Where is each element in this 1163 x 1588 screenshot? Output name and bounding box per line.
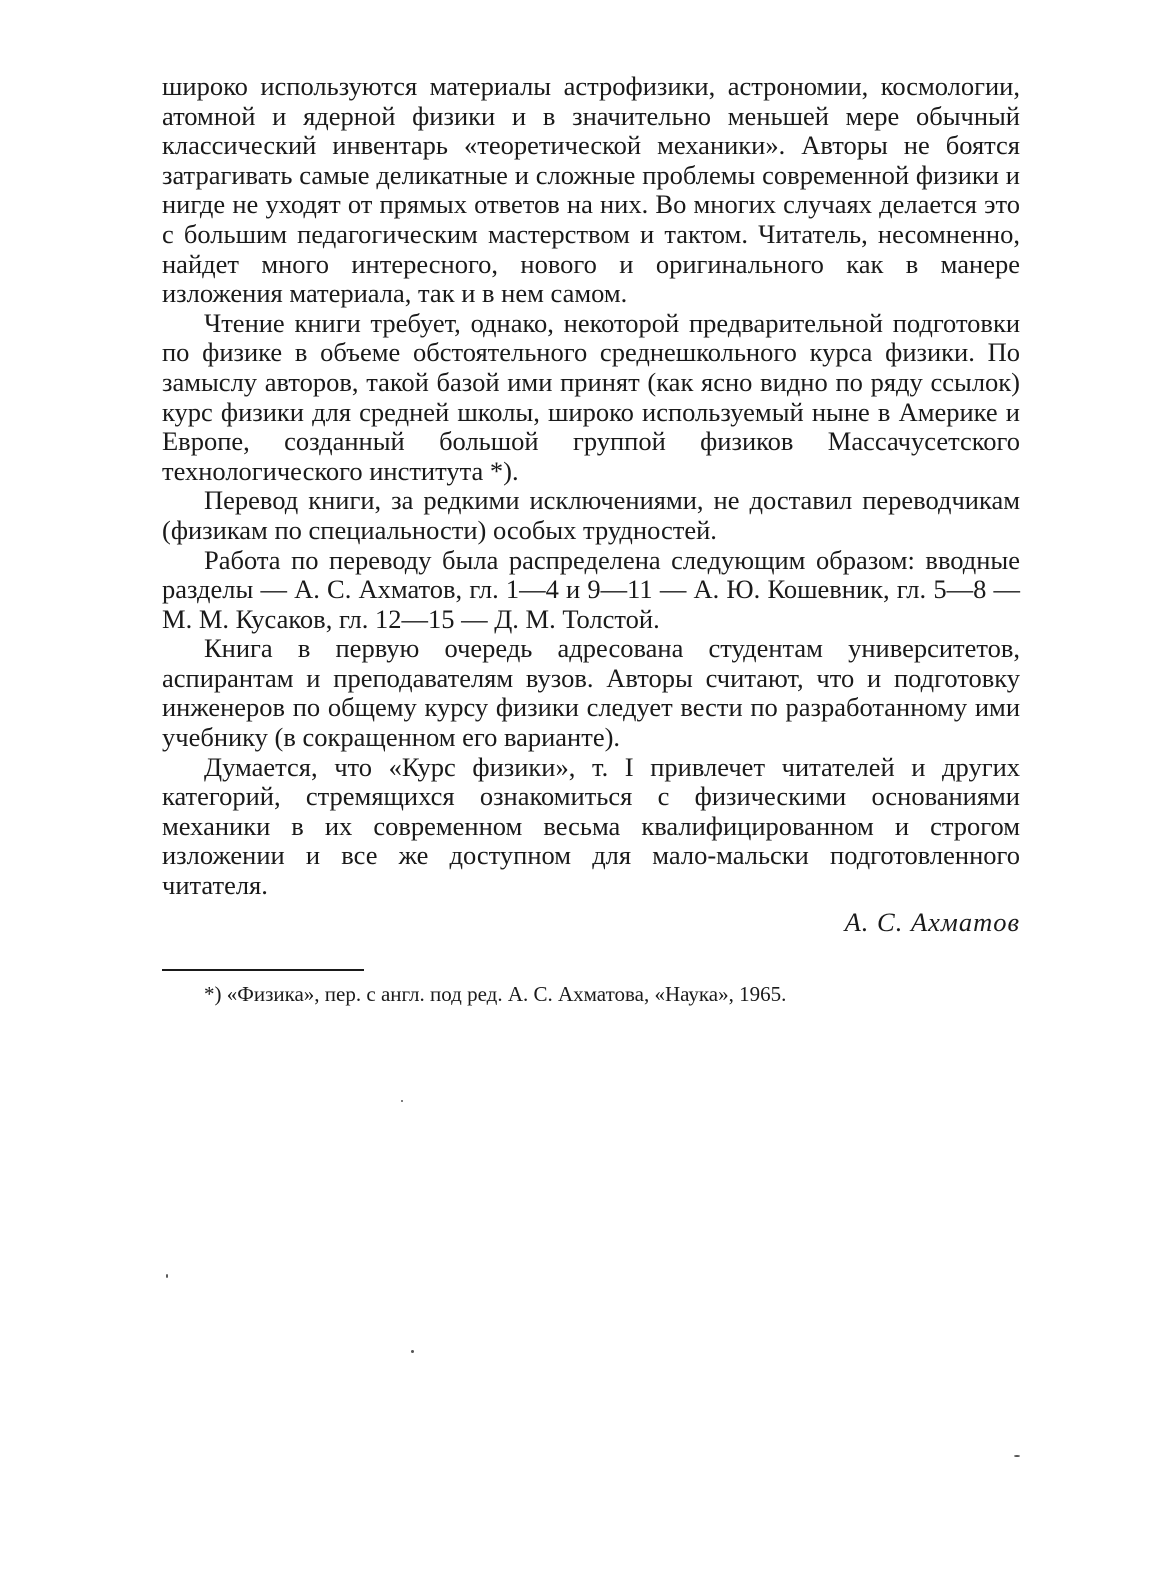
footnote: *) «Физика», пер. с англ. под ред. А. С. Ахматова, «Наука», 1965. [204, 981, 787, 1006]
document-page [162, 72, 1020, 1007]
paragraph-3: Перевод книги, за редкими исключениями, не доставил переводчикам (физикам по специальности) особых трудностей. [162, 485, 1020, 545]
paragraph-4: Работа по переводу была распределена следующим образом: вводные разделы — А. С. Ахматов, гл. 1—4 и 9—11 — А. Ю. Кошевник, гл. 5—8 — М. М. Кусаков, гл. 12—15 — Д. М. Толстой. [162, 544, 1020, 634]
scan-speck [411, 1350, 414, 1353]
scan-speck [1014, 1455, 1020, 1457]
paragraph-5: Книга в первую очередь адресована студентам университетов, аспирантам и преподавателям вузов. Авторы считают, что и подготовку инженеров по общему курсу физики следует вести по разработанному ими учебнику (в сокращенном его варианте). [162, 633, 1020, 753]
paragraph-6: Думается, что «Курс физики», т. I привлечет читателей и других категорий, стремящихся ознакомиться с физическими основаниями механики в их современном весьма квалифицированном и строгом изложении и все же доступном для мало-мальски подготовленного читателя. [162, 751, 1020, 901]
author-signature: А. С. Ахматов [844, 906, 1020, 937]
paragraph-1: широко используются материалы астрофизики, астрономии, космологии, атомной и ядерной физики и в значительно меньшей мере обычный классический инвентарь «теоретической механики». Авторы не боятся затрагивать самые деликатные и сложные проблемы современной физики и нигде не уходят от прямых ответов на них. Во многих случаях делается это с большим педагогическим мастерством и тактом. Читатель, несомненно, найдет много интересного, нового и оригинального как в манере изложения материала, так и в нем самом. [162, 71, 1020, 309]
paragraph-2: Чтение книги требует, однако, некоторой предварительной подготовки по физике в объеме обстоятельного среднешкольного курса физики. По замыслу авторов, такой базой ими принят (как ясно видно по ряду ссылок) курс физики для средней школы, широко используемый ныне в Америке и Европе, созданный большой группой физиков Массачусетского технологического института *). [162, 307, 1020, 486]
scan-speck [166, 1274, 168, 1278]
scan-speck [401, 1100, 403, 1102]
footnote-divider [162, 969, 364, 971]
